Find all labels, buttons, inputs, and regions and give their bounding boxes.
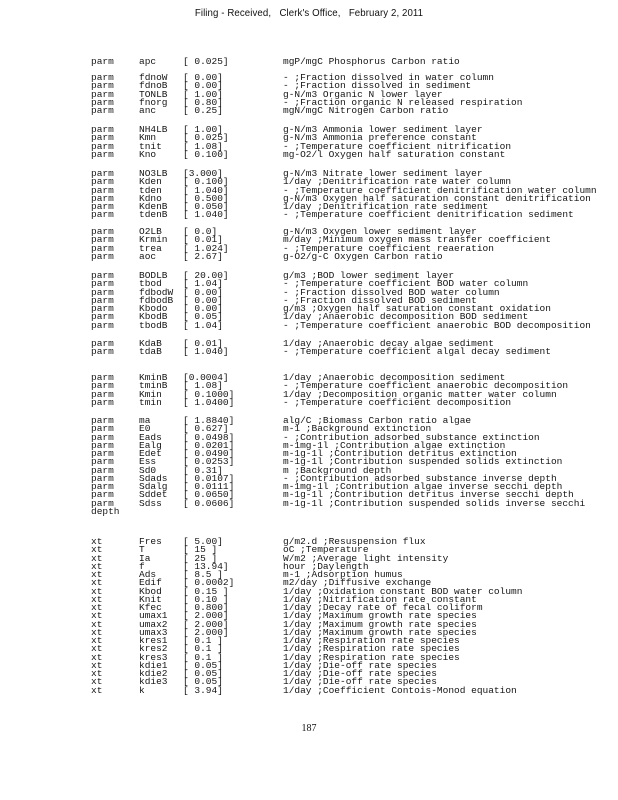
param-value: [ 1.8840] bbox=[183, 415, 235, 426]
param-value: [ 0.0606] bbox=[183, 497, 235, 509]
param-description: g-N/m3 Oxygen half saturation constant denitrification bbox=[283, 192, 591, 204]
param-description: - ;Fraction dissolved in water column bbox=[283, 72, 494, 83]
param-description: 1/day ;Decay rate of fecal coliform bbox=[283, 602, 483, 613]
param-description: - ;Fraction organic N released respiration bbox=[283, 96, 523, 108]
param-name: Sdalg bbox=[139, 481, 168, 492]
param-description: 1/day ;Denitrification rate water column bbox=[283, 176, 512, 188]
param-description: m-1mg-1l ;Contribution algae extinction bbox=[283, 439, 506, 451]
row-type: parm bbox=[91, 464, 114, 476]
param-name: umax1 bbox=[139, 610, 168, 622]
row-type: xt bbox=[91, 676, 103, 688]
param-value: [ 3.94] bbox=[183, 684, 223, 696]
row-type: xt bbox=[91, 577, 103, 589]
param-name: E0 bbox=[139, 423, 151, 435]
row-type: parm bbox=[91, 311, 114, 323]
row-type: parm bbox=[91, 168, 114, 179]
row-type: parm bbox=[91, 140, 114, 152]
row-type: parm bbox=[91, 448, 114, 459]
param-value: [ 5.00] bbox=[183, 536, 223, 547]
param-name: kdie3 bbox=[139, 676, 168, 688]
param-description: 1/day ;Maximum growth rate species bbox=[283, 626, 477, 638]
param-value: [ 1.04] bbox=[183, 319, 223, 331]
param-name: apc bbox=[139, 56, 157, 67]
param-name: Kmin bbox=[139, 388, 162, 400]
param-value: [ 0.00] bbox=[183, 294, 223, 306]
param-name: KbodB bbox=[139, 311, 168, 323]
param-description: - ;Fraction dissolved in sediment bbox=[283, 80, 472, 92]
param-description: - ;Temperature coefficient reaeration bbox=[283, 242, 494, 254]
param-value: [ 2.000] bbox=[183, 626, 229, 638]
param-description: 1/day ;Respiration rate species bbox=[283, 651, 460, 663]
param-name: Fres bbox=[139, 536, 162, 547]
row-type: parm bbox=[91, 372, 114, 383]
row-type: parm bbox=[91, 96, 114, 108]
param-value: [ 15 ] bbox=[183, 544, 218, 556]
param-name: Kmn bbox=[139, 132, 157, 144]
param-name: umax2 bbox=[139, 618, 168, 630]
param-name: tbodB bbox=[139, 319, 168, 331]
param-name: Sddet bbox=[139, 489, 168, 501]
param-description: m-1g-1l ;Contribution suspended solids inverse secchi bbox=[283, 497, 586, 509]
param-description: - ;Fraction dissolved BOD water column bbox=[283, 286, 500, 298]
param-description: 1/day ;Maximum growth rate species bbox=[283, 610, 477, 622]
param-description: hour ;Daylength bbox=[283, 560, 369, 572]
param-name: tden bbox=[139, 184, 162, 196]
param-value: [ 1.040] bbox=[183, 184, 229, 196]
param-name: Sdads bbox=[139, 472, 168, 484]
param-description: 1/day ;Denitrification rate sediment bbox=[283, 201, 489, 212]
param-description: m-1 ;Background extinction bbox=[283, 423, 432, 435]
row-type: xt bbox=[91, 684, 103, 696]
param-name: ma bbox=[139, 415, 151, 426]
row-type: parm bbox=[91, 415, 114, 426]
row-type: xt bbox=[91, 610, 103, 622]
param-value: [ 2.000] bbox=[183, 618, 229, 630]
filing-office: Clerk's Office, bbox=[279, 7, 341, 19]
param-description: m-1 ;Adsorption humus bbox=[283, 569, 403, 580]
param-description: - ;Contribution adsorbed substance extinction bbox=[283, 431, 540, 443]
param-name: Sdss bbox=[139, 497, 162, 509]
param-name: Kbod bbox=[139, 585, 162, 597]
param-description: m-1g-1l ;Contribution suspended solids extinction bbox=[283, 456, 563, 468]
row-type: parm bbox=[91, 184, 114, 196]
param-description: g-N/m3 Ammonia lower sediment layer bbox=[283, 124, 483, 135]
param-name: Ia bbox=[139, 552, 151, 564]
param-name: Edet bbox=[139, 448, 162, 459]
param-value: [ 0.100] bbox=[183, 176, 229, 188]
param-value: [ 0.25] bbox=[183, 105, 223, 116]
param-name: KdaB bbox=[139, 338, 162, 349]
param-name: fnorg bbox=[139, 96, 168, 108]
row-type: xt bbox=[91, 626, 103, 638]
param-description: - ;Temperature coefficient denitrification sediment bbox=[283, 209, 574, 221]
param-name: anc bbox=[139, 105, 157, 116]
row-type: xt bbox=[91, 593, 103, 605]
row-type: parm bbox=[91, 176, 114, 188]
param-name: kdie1 bbox=[139, 659, 168, 671]
param-value: [ 0.00] bbox=[183, 72, 223, 83]
param-value: [ 0.05] bbox=[183, 659, 223, 671]
param-name: Krmin bbox=[139, 234, 168, 246]
param-name: BODLB bbox=[139, 270, 168, 281]
param-description: mg-O2/l Oxygen half saturation constant bbox=[283, 148, 506, 160]
row-type: parm bbox=[91, 439, 114, 451]
param-value: [ 0.0107] bbox=[183, 472, 235, 484]
row-type: parm bbox=[91, 56, 114, 67]
row-type: parm bbox=[91, 346, 114, 358]
row-type: parm bbox=[91, 481, 114, 492]
param-value: [ 0.00] bbox=[183, 303, 223, 314]
param-name: fdnoB bbox=[139, 80, 168, 92]
row-type: parm bbox=[91, 319, 114, 331]
param-value: [ 0.100] bbox=[183, 148, 229, 160]
param-description: m ;Background depth bbox=[283, 464, 392, 476]
param-description: g-N/m3 Organic N lower layer bbox=[283, 88, 443, 100]
row-type: parm bbox=[91, 472, 114, 484]
param-description: - ;Temperature coefficient decomposition bbox=[283, 396, 512, 408]
row-type: parm bbox=[91, 396, 114, 408]
param-description: - ;Temperature coefficient nitrification bbox=[283, 140, 512, 152]
param-description: 1/day ;Nitrification rate constant bbox=[283, 593, 477, 605]
param-name: kdie2 bbox=[139, 668, 168, 679]
param-value: [ 0.00] bbox=[183, 286, 223, 298]
param-description: oC ;Temperature bbox=[283, 544, 369, 556]
param-description: g-O2/g-C Oxygen Carbon ratio bbox=[283, 250, 443, 262]
param-value: [ 0.1 ] bbox=[183, 635, 223, 646]
param-value: [ 0.10 ] bbox=[183, 593, 229, 605]
param-name: k bbox=[139, 684, 145, 696]
row-type: parm bbox=[91, 80, 114, 92]
param-value: [ 0.0498] bbox=[183, 431, 235, 443]
param-description: m-1g-1l ;Contribution detritus extinction bbox=[283, 448, 517, 459]
row-type: xt bbox=[91, 659, 103, 671]
param-description: - ;Temperature coefficient anaerobic decomposition bbox=[283, 380, 569, 392]
param-name: Ess bbox=[139, 456, 157, 468]
param-value: [ 0.00] bbox=[183, 80, 223, 92]
row-type: parm bbox=[91, 242, 114, 254]
param-name: kres3 bbox=[139, 651, 168, 663]
param-name: trea bbox=[139, 242, 162, 254]
param-value: [ 0.1 ] bbox=[183, 651, 223, 663]
param-name: tdenB bbox=[139, 209, 168, 221]
param-name: fdbodW bbox=[139, 286, 174, 298]
row-type: xt bbox=[91, 536, 103, 547]
param-description: - ;Fraction dissolved BOD sediment bbox=[283, 294, 477, 306]
row-type: parm bbox=[91, 226, 114, 237]
row-type: xt bbox=[91, 569, 103, 580]
param-value: [ 0.0] bbox=[183, 226, 218, 237]
filing-status: Filing - Received, bbox=[194, 7, 272, 19]
param-value: [ 1.040] bbox=[183, 209, 229, 221]
param-value: [ 0.05] bbox=[183, 668, 223, 679]
param-name: kres2 bbox=[139, 643, 168, 655]
param-name: Ealg bbox=[139, 439, 162, 451]
param-description: 1/day ;Maximum growth rate species bbox=[283, 618, 477, 630]
param-name: KdenB bbox=[139, 201, 168, 212]
row-type: parm bbox=[91, 286, 114, 298]
row-type: xt bbox=[91, 544, 103, 556]
param-value: [ 1.0400] bbox=[183, 396, 235, 408]
row-type: parm bbox=[91, 192, 114, 204]
param-name: Kno bbox=[139, 148, 157, 160]
row-type: parm bbox=[91, 88, 114, 100]
param-name: tbod bbox=[139, 278, 162, 290]
row-type: parm bbox=[91, 234, 114, 246]
param-description: 1/day ;Die-off rate species bbox=[283, 676, 437, 688]
param-value: [ 2.67] bbox=[183, 250, 223, 262]
param-value: [ 0.0253] bbox=[183, 456, 235, 468]
param-value: [ 1.08] bbox=[183, 380, 223, 392]
param-value: [ 13.94] bbox=[183, 560, 229, 572]
param-description: g-N/m3 Nitrate lower sediment layer bbox=[283, 168, 483, 179]
row-type: parm bbox=[91, 209, 114, 221]
param-value: [ 1.024] bbox=[183, 242, 229, 254]
param-value: [3.000] bbox=[183, 168, 223, 179]
param-name: tnit bbox=[139, 140, 162, 152]
row-type: parm bbox=[91, 303, 114, 314]
param-name: NH4LB bbox=[139, 124, 168, 135]
param-value: [ 0.1000] bbox=[183, 388, 235, 400]
param-description: m/day ;Minimum oxygen mass transfer coefficient bbox=[283, 234, 551, 246]
param-value: [ 0.0490] bbox=[183, 448, 235, 459]
param-name: Edif bbox=[139, 577, 162, 589]
param-description: g/m3 ;BOD lower sediment layer bbox=[283, 270, 455, 281]
param-description: g/m3 ;Oxygen half saturation constant oxidation bbox=[283, 303, 551, 314]
param-name: kres1 bbox=[139, 635, 168, 646]
param-description: 1/day ;Anaerobic decomposition sediment bbox=[283, 372, 506, 383]
param-value: [ 8.5 ] bbox=[183, 569, 223, 580]
param-value: [ 1.040] bbox=[183, 346, 229, 358]
param-description: 1/day ;Respiration rate species bbox=[283, 635, 460, 646]
filing-date: February 2, 2011 bbox=[348, 7, 424, 19]
row-type: parm bbox=[91, 456, 114, 468]
param-value: [ 25 ] bbox=[183, 552, 218, 564]
param-name: umax3 bbox=[139, 626, 168, 638]
param-value: [ 0.0111] bbox=[183, 481, 235, 492]
param-description: - ;Contribution adsorbed substance inverse depth bbox=[283, 472, 557, 484]
row-type: parm bbox=[91, 124, 114, 135]
row-type: xt bbox=[91, 618, 103, 630]
param-description: 1/day ;Decomposition organic matter water column bbox=[283, 388, 557, 400]
row-type: parm bbox=[91, 497, 114, 509]
filing-header bbox=[25, 7, 594, 19]
param-name: Kbodo bbox=[139, 303, 168, 314]
row-type: xt bbox=[91, 585, 103, 597]
row-type: xt bbox=[91, 635, 103, 646]
param-description: 1/day ;Respiration rate species bbox=[283, 643, 460, 655]
param-description: g-N/m3 Oxygen lower sediment layer bbox=[283, 226, 477, 237]
row-type: parm bbox=[91, 250, 114, 262]
row-type: parm bbox=[91, 148, 114, 160]
param-value: [ 1.00] bbox=[183, 124, 223, 135]
param-name: aoc bbox=[139, 250, 157, 262]
param-name: Knit bbox=[139, 593, 162, 605]
param-name: Sd0 bbox=[139, 464, 157, 476]
row-type: xt bbox=[91, 552, 103, 564]
row-type: xt bbox=[91, 560, 103, 572]
row-type: xt bbox=[91, 668, 103, 679]
row-type: parm bbox=[91, 431, 114, 443]
row-type: parm bbox=[91, 294, 114, 306]
param-name: tdaB bbox=[139, 346, 162, 358]
param-description: g-N/m3 Ammonia preference constant bbox=[283, 132, 477, 144]
param-value: [ 0.15 ] bbox=[183, 585, 229, 597]
param-description: alg/C ;Biomass Carbon ratio algae bbox=[283, 415, 472, 426]
param-name: Kden bbox=[139, 176, 162, 188]
row-type: parm bbox=[91, 105, 114, 116]
param-value: [0.0004] bbox=[183, 372, 229, 383]
row-type: parm bbox=[91, 72, 114, 83]
param-value: [ 0.31] bbox=[183, 464, 223, 476]
param-name: Kdno bbox=[139, 192, 162, 204]
param-name: tminB bbox=[139, 380, 168, 392]
param-value: [ 0.01] bbox=[183, 338, 223, 349]
row-type: parm bbox=[91, 278, 114, 290]
param-description: g/m2.d ;Resuspension flux bbox=[283, 536, 426, 547]
param-value: [ 0.0201] bbox=[183, 439, 235, 451]
row-type: parm bbox=[91, 201, 114, 212]
param-value: [ 0.05] bbox=[183, 676, 223, 688]
param-name: Ads bbox=[139, 569, 157, 580]
param-description: m-1mg-1l ;Contribution algae inverse secchi depth bbox=[283, 481, 563, 492]
param-description: - ;Temperature coefficient anaerobic BOD decomposition bbox=[283, 319, 591, 331]
param-description: mgN/mgC Nitrogen Carbon ratio bbox=[283, 105, 449, 116]
param-name: fdbodB bbox=[139, 294, 174, 306]
param-name: T bbox=[139, 544, 145, 556]
param-value: [ 0.0002] bbox=[183, 577, 235, 589]
row-type: parm bbox=[91, 380, 114, 392]
param-name: KminB bbox=[139, 372, 168, 383]
param-description: 1/day ;Die-off rate species bbox=[283, 659, 437, 671]
param-value: [ 1.00] bbox=[183, 88, 223, 100]
param-name: Kfec bbox=[139, 602, 162, 613]
param-value: [ 2.000] bbox=[183, 610, 229, 622]
row-type: parm bbox=[91, 338, 114, 349]
param-name: f bbox=[139, 560, 145, 572]
param-description: 1/day ;Anaerobic decay algae sediment bbox=[283, 338, 494, 349]
param-value: [ 0.0650] bbox=[183, 489, 235, 501]
row-type: parm bbox=[91, 388, 114, 400]
param-description: 1/day ;Anaerobic decomposition BOD sediment bbox=[283, 311, 529, 323]
param-description: mgP/mgC Phosphorus Carbon ratio bbox=[283, 56, 460, 67]
param-description: W/m2 ;Average light intensity bbox=[283, 552, 449, 564]
param-value: [ 0.1 ] bbox=[183, 643, 223, 655]
row-type: xt bbox=[91, 643, 103, 655]
param-value: [ 0.025] bbox=[183, 132, 229, 144]
page-number: 187 bbox=[301, 723, 317, 734]
param-description: - ;Temperature coefficient BOD water column bbox=[283, 278, 529, 290]
param-name: NO3LB bbox=[139, 168, 168, 179]
param-name: fdnoW bbox=[139, 72, 168, 83]
param-description: m-1g-1l ;Contribution detritus inverse secchi depth bbox=[283, 489, 574, 501]
param-description: 1/day ;Coefficient Contois-Monod equation bbox=[283, 684, 517, 696]
param-name: O2LB bbox=[139, 226, 162, 237]
param-description: - ;Temperature coefficient denitrification water column bbox=[283, 184, 597, 196]
param-value: [ 0.050] bbox=[183, 201, 229, 212]
param-value: [ 1.04] bbox=[183, 278, 223, 290]
param-value: [ 0.01] bbox=[183, 234, 223, 246]
row-type: xt bbox=[91, 651, 103, 663]
param-value: [ 0.025] bbox=[183, 56, 229, 67]
param-description: 1/day ;Oxidation constant BOD water column bbox=[283, 585, 523, 597]
param-value: [ 1.08] bbox=[183, 140, 223, 152]
row-type: parm bbox=[91, 132, 114, 144]
param-description: - ;Temperature coefficient algal decay sediment bbox=[283, 346, 551, 358]
param-value: [ 0.80] bbox=[183, 96, 223, 108]
param-name: Eads bbox=[139, 431, 162, 443]
param-value: [ 20.00] bbox=[183, 270, 229, 281]
param-description: m2/day ;Diffusive exchange bbox=[283, 577, 432, 589]
param-name: TONLB bbox=[139, 88, 168, 100]
row-type: xt bbox=[91, 602, 103, 613]
row-type: depth bbox=[91, 505, 120, 517]
param-value: [ 0.500] bbox=[183, 192, 229, 204]
param-value: [ 0.627] bbox=[183, 423, 229, 435]
param-value: [ 0.800] bbox=[183, 602, 229, 613]
row-type: parm bbox=[91, 423, 114, 435]
param-value: [ 0.05] bbox=[183, 311, 223, 323]
param-name: tmin bbox=[139, 396, 162, 408]
param-description: 1/day ;Die-off rate species bbox=[283, 668, 437, 679]
row-type: parm bbox=[91, 489, 114, 501]
row-type: parm bbox=[91, 270, 114, 281]
